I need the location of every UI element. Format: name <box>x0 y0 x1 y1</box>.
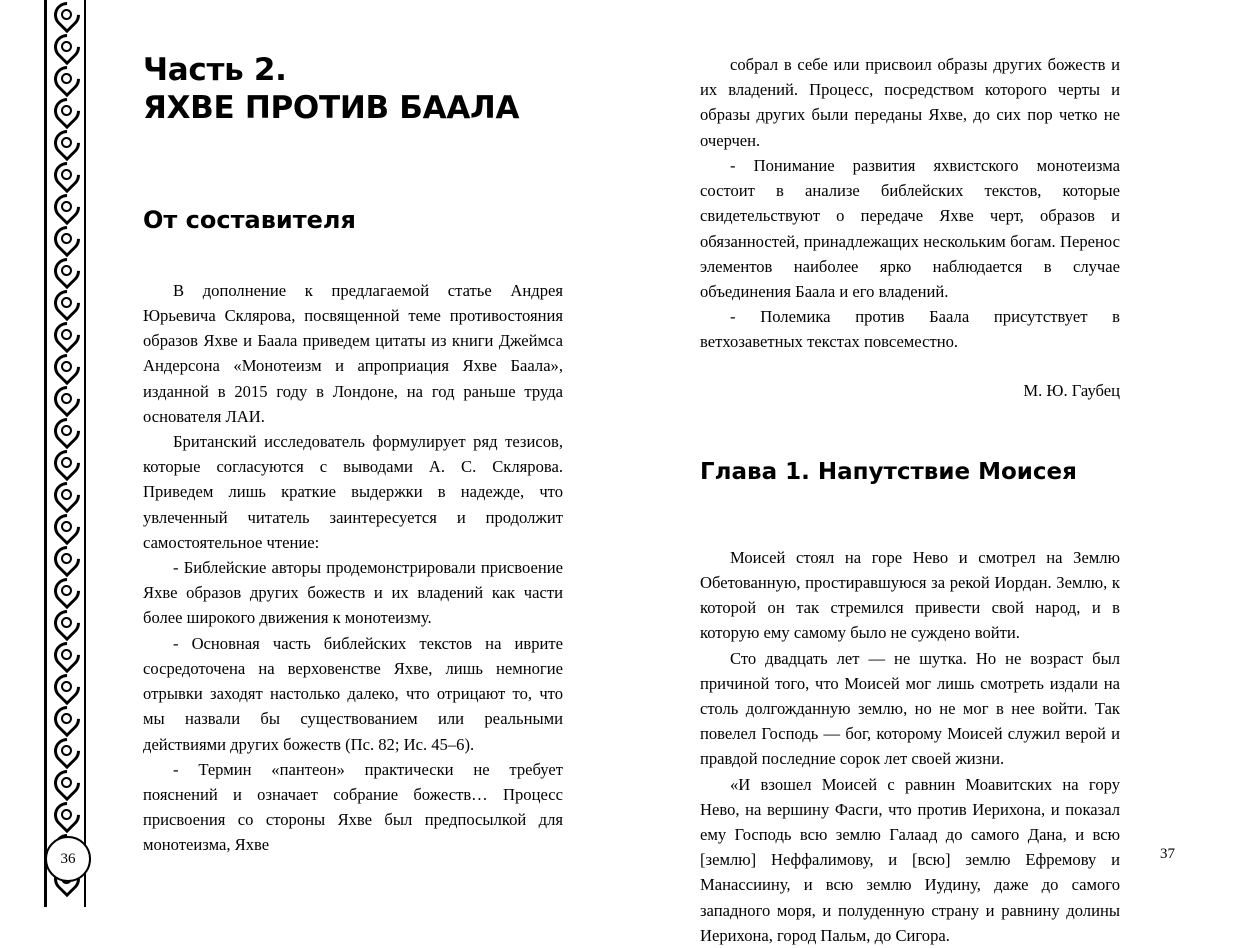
author-signature: М. Ю. Гаубец <box>1023 380 1120 400</box>
paragraph: В дополнение к предлагаемой статье Андрея Юрьевича Склярова, посвященной теме противостояния образов Яхве и Баала приведем цитаты из книги Джеймса Андерсона «Монотеизм и апроприация Яхве Баала», изданной в 2015 году в Лондоне, на год раньше труда основателя ЛАИ. <box>143 280 563 426</box>
paragraph: - Термин «пантеон» практически не требует пояснений и означает собрание божеств… Процесс присвоения со стороны Яхве был предпосылкой для монотеизма, Яхве <box>143 759 563 855</box>
paragraph: - Понимание развития яхвистского монотеизма состоит в анализе библейских текстов, которые свидетельствуют о передаче Яхве черт, образов и обязанностей, принадлежащих нескольким богам. Перенос элементов наиболее ярко наблюдается в случае объединения Баала и его владений. <box>700 155 1120 301</box>
right-page-body-chapter <box>700 485 1120 948</box>
part-title <box>143 0 563 128</box>
section-heading: От составителя <box>143 205 356 234</box>
right-page-column <box>700 0 1120 948</box>
paragraph: Сто двадцать лет — не шутка. Но не возраст был причиной того, что Моисей мог лишь смотреть издали на столь долгожданную землю, но не мог в нее войти. Так повелел Господь — бог, которому Моисей служил верой и правдой последние сорок лет своей жизни. <box>700 648 1120 769</box>
right-page-body-top <box>700 0 1120 401</box>
wave-scroll-ornament-icon <box>50 0 82 907</box>
chapter-heading: Глава 1. Напутствие Моисея <box>700 458 1077 485</box>
paragraph: - Основная часть библейских текстов на иврите сосредоточена на верховенстве Яхве, лишь немногие отрывки заходят настолько далеко, что отрицают то, что мы назвали бы существованием или реальными действиями других божеств (Пс. 82; Ис. 45–6). <box>143 633 563 754</box>
paragraph: - Библейские авторы продемонстрировали присвоение Яхве образов других божеств и их владений как части более широкого движения к монотеизму. <box>143 558 563 628</box>
paragraph: Британский исследователь формулирует ряд тезисов, которые согласуются с выводами А. С. Склярова. Приведем лишь краткие выдержки в надежде, что увлеченный читатель заинтересуется и продолжит самостоятельное чтение: <box>143 431 563 552</box>
paragraph: «И взошел Моисей с равнин Моавитских на гору Нево, на вершину Фасги, что против Иерихона, и показал ему Господь всю землю Галаад до самого Дана, и всю [землю] Неффалимову, и [всю] землю Ефремову и Манассиину, и всю землю Иудину, даже до самого западного моря, и полуденную страну и равнину долины Иерихона, город Пальм, до Сигора. <box>700 774 1120 945</box>
page-number-right: 37 <box>1160 846 1175 862</box>
left-page-column <box>143 0 563 858</box>
part-title-line-2: ЯХВЕ ПРОТИВ БААЛА <box>143 89 520 126</box>
paragraph: - Полемика против Баала присутствует в ветхозаветных текстах повсеместно. <box>700 307 1120 352</box>
decorative-spine-border <box>0 0 90 907</box>
spine-rule-outer <box>84 0 86 907</box>
part-title-line-1: Часть 2. <box>143 52 287 88</box>
paragraph: Моисей стоял на горе Нево и смотрел на Землю Обетованную, простиравшуюся за рекой Иордан. Землю, к которой он так стремился привести свой народ, и в которую ему самому было не суждено войти. <box>700 547 1120 643</box>
spine-rule-inner <box>44 0 47 907</box>
paragraph: собрал в себе или присвоил образы других божеств и их владений. Процесс, посредством которого черты и образы других были переданы Яхве, до сих пор четко не очерчен. <box>700 55 1120 150</box>
page-number-left: 36 <box>45 836 91 882</box>
left-page-body <box>143 234 563 858</box>
